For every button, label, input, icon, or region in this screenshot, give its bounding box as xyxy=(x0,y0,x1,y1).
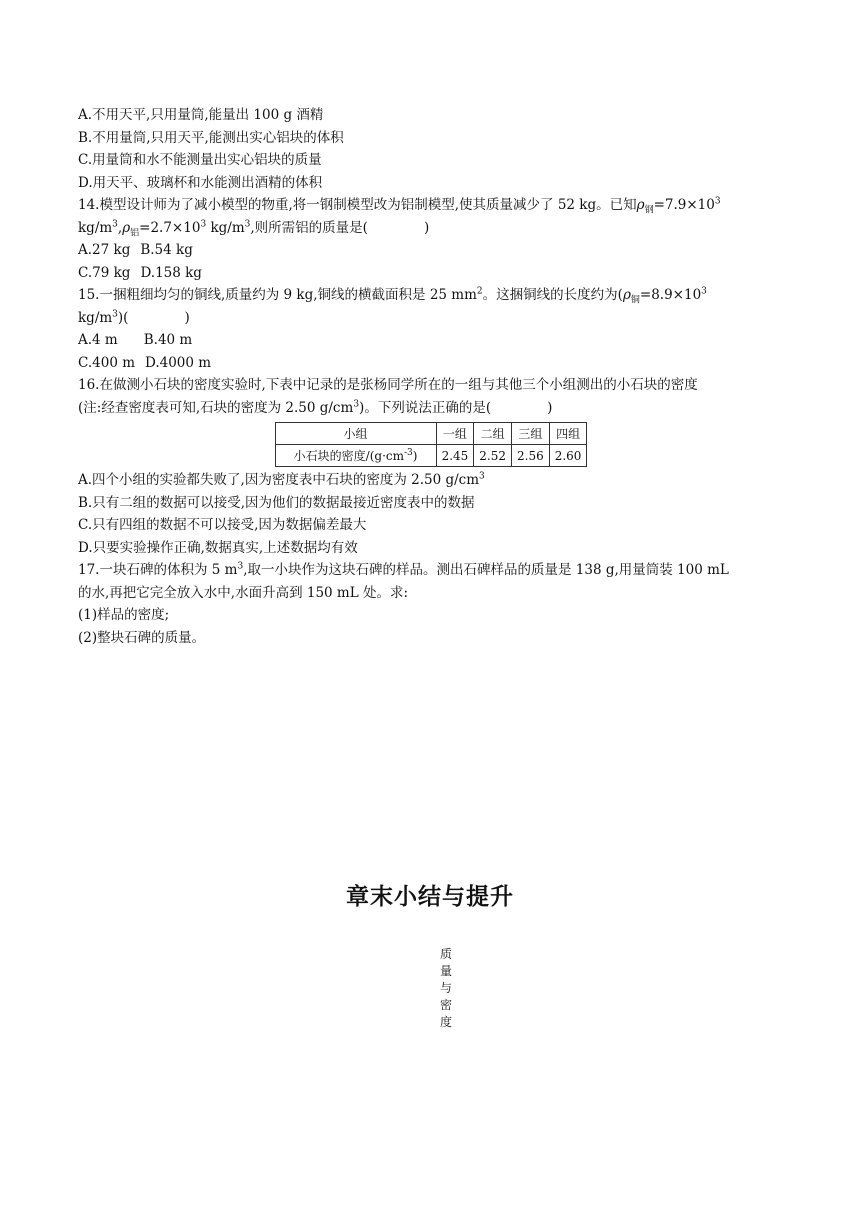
q14-option-c: C.79 kg xyxy=(78,264,131,281)
q14-stem-line-1: 14.模型设计师为了减小模型的物重,将一钢制模型改为铝制模型,使其质量减少了 52 kg。已知$\rho_钢=7.9\times 10^3$ xyxy=(78,196,721,216)
vertical-label-char: 质 xyxy=(439,947,452,961)
q13-option-a: A.不用天平,只用量筒,能量出 100 g 酒精 xyxy=(78,107,324,123)
density-table xyxy=(275,422,588,467)
q14-options-row-2 xyxy=(78,262,784,285)
q13-option-c: C.用量筒和水不能测量出实心铝块的质量 xyxy=(78,152,322,168)
table-header-row xyxy=(275,423,587,445)
q16-option-c: C.只有四组的数据不可以接受,因为数据偏差最大 xyxy=(78,517,367,533)
vertical-label-char: 度 xyxy=(439,1015,452,1029)
table-header-cell: 三组 xyxy=(512,423,550,445)
q15-stem-line-1: 15.一捆粗细均匀的铜线,质量约为 9 kg,铜线的横截面积是 25 $mm^2$。这捆铜线的长度约为($\rho_铜=8.9\times 10^3$ xyxy=(78,286,707,306)
q13-option-b: B.不用量筒,只用天平,能测出实心铝块的体积 xyxy=(78,129,344,146)
table-header-cell: 四组 xyxy=(549,423,587,445)
table-row-label: 小石块的密度$/(g\cdot cm^{-3})$ xyxy=(275,445,436,467)
vertical-label xyxy=(438,946,454,1031)
q15-option-a: A.4 m xyxy=(78,332,118,348)
q14-option-a: A.27 kg xyxy=(78,242,131,258)
q15-option-c: C.400 m xyxy=(78,354,135,371)
q15-stem-line-2: $kg/m^3$)( ) xyxy=(78,309,190,326)
table-row xyxy=(275,445,587,467)
table-cell: 2.45 xyxy=(436,445,474,467)
table-header-cell: 二组 xyxy=(474,423,512,445)
q16-stem-line-2: (注:经查密度表可知,石块的密度为 2.50 $g/cm^3$)。下列说法正确的是( ) xyxy=(78,399,553,416)
chapter-title: 章末小结与提升 xyxy=(346,884,514,910)
vertical-label-char: 量 xyxy=(439,964,452,978)
q14-option-b: B.54 kg xyxy=(140,242,193,258)
q14-option-d: D.158 kg xyxy=(140,264,202,281)
q17-part-2: (2)整块石碑的质量。 xyxy=(78,629,206,646)
table-cell: 2.52 xyxy=(474,445,512,467)
table-header-cell: 小组 xyxy=(275,423,436,445)
q15-options-row-1 xyxy=(78,329,784,352)
question-content xyxy=(78,104,784,649)
q16-option-b: B.只有二组的数据可以接受,因为他们的数据最接近密度表中的数据 xyxy=(78,494,475,511)
q15-option-d: D.4000 m xyxy=(145,354,212,371)
table-cell: 2.56 xyxy=(512,445,550,467)
density-table-wrapper xyxy=(78,422,784,467)
table-cell: 2.60 xyxy=(549,445,587,467)
vertical-label-char: 密 xyxy=(439,998,452,1012)
q16-option-d: D.只要实验操作正确,数据真实,上述数据均有效 xyxy=(78,539,358,556)
vertical-label-char: 与 xyxy=(439,981,452,995)
q17-stem-line-1: 17.一块石碑的体积为 5 $m^3$,取一小块作为这块石碑的样品。测出石碑样品的质量是 138 g,用量筒装 100 mL xyxy=(78,561,729,578)
q13-option-d: D.用天平、玻璃杯和水能测出酒精的体积 xyxy=(78,174,323,191)
q14-options-row-1 xyxy=(78,239,784,262)
q14-stem-line-2: $kg/m^3,\rho_铝=2.7\times 10^3$ $kg/m^3$,则所需铝的质量是( ) xyxy=(78,219,430,239)
q15-options-row-2 xyxy=(78,352,784,375)
q17-stem-line-2: 的水,再把它完全放入水中,水面升高到 150 mL 处。求: xyxy=(78,584,409,601)
table-header-cell: 一组 xyxy=(436,423,474,445)
q17-part-1: (1)样品的密度; xyxy=(78,607,170,623)
q16-stem-line-1: 16.在做测小石块的密度实验时,下表中记录的是张杨同学所在的一组与其他三个小组测出的小石块的密度 xyxy=(78,377,698,393)
q16-option-a: A.四个小组的实验都失败了,因为密度表中石块的密度为 2.50 $g/cm^3$ xyxy=(78,471,485,488)
q15-option-b: B.40 m xyxy=(143,332,193,348)
